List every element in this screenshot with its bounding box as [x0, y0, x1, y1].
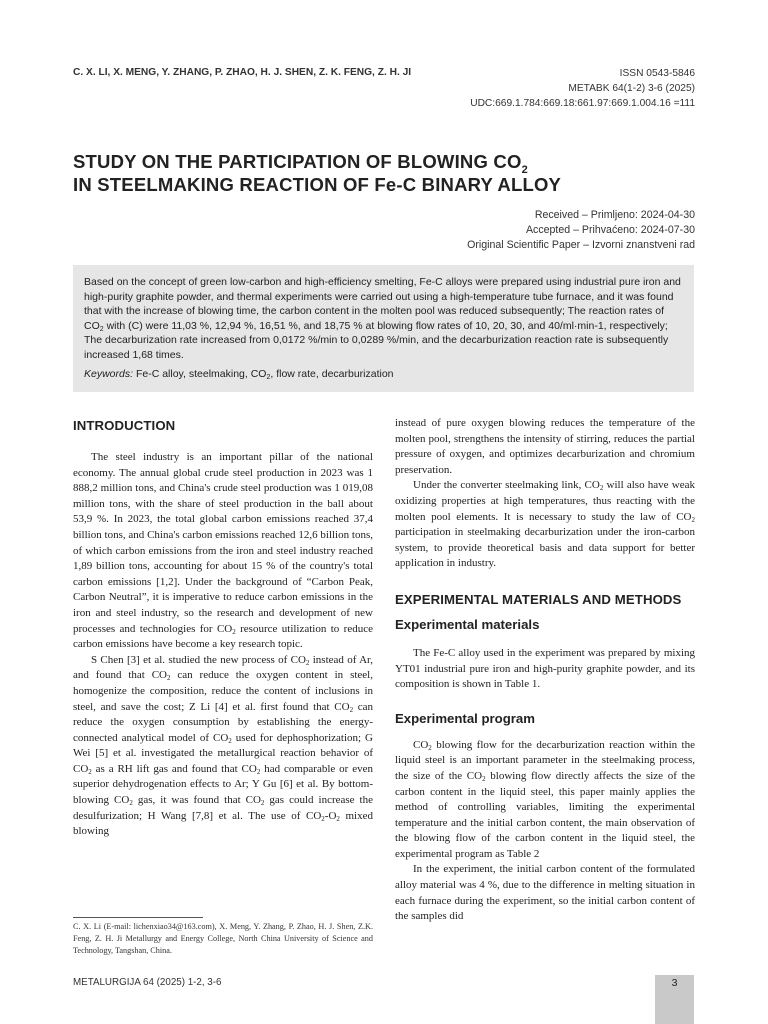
text-run: gas, it was found that CO — [132, 794, 261, 807]
text-run: can reduce the oxygen content in steel, homogenize the composition, reduce the content of inclusions in steel, and save the cost; Z Li [4] et al. first found that CO — [73, 669, 373, 713]
journal-reference: METABK 64(1-2) 3-6 (2025) — [568, 83, 695, 94]
intro-paragraph-2 — [73, 653, 373, 840]
footer-journal: METALURGIJA 64 (2025) 1-2, 3-6 — [73, 977, 222, 988]
left-column — [73, 418, 373, 840]
subscript: 2 — [482, 774, 486, 783]
issn: ISSN 0543-5846 — [619, 68, 695, 79]
text-run: used for dephosphorization; G Wei [5] et al. investigated the metallurgical reaction behavior of CO — [73, 731, 373, 775]
paper-type: Original Scientific Paper – Izvorni znanstveni rad — [467, 239, 695, 251]
udc-code: UDC:669.1.784:669.18:661.97:669.1.004.16 =111 — [470, 98, 695, 109]
abstract-part: with (C) were 11,03 %, 12,94 %, 16,51 %, and 18,75 % at blowing flow rates of 10, 20, 30, and 40/ml·min-1, respectively; The decarburization rate increased from 0,0172 %/min to 0,0289 %/min, and the decarburization reaction rate is subsequently increased 1,68 times. — [84, 319, 669, 361]
intro-paragraph-1 — [73, 450, 373, 653]
text-run: had comparable or even superior dehydrogenation effects to Ar; Y Gu [6] et al. By bottom-blowing CO — [73, 762, 373, 807]
subscript: 2 — [691, 515, 695, 524]
subscript: 2 — [349, 705, 354, 714]
subscript: 2 — [99, 325, 104, 333]
title-line-2: IN STEELMAKING REACTION OF Fe-C BINARY ALLOY — [73, 174, 562, 195]
subscript: 2 — [228, 736, 232, 745]
subscript: 2 — [266, 374, 271, 381]
section-heading-methods: EXPERIMENTAL MATERIALS AND METHODS — [395, 591, 682, 607]
abstract-part: Based on the concept of green low-carbon and high-efficiency smelting, Fe-C alloys were prepared using industrial pure iron and high-purity graphite powder, and thermal experiments were carried out using a high-temperature tube furnace, and it was found that with the increase of blowing time, the carbon content in the molten pool was reduced subsequently; The reaction rates of CO — [84, 276, 681, 332]
title-subscript: 2 — [521, 164, 528, 176]
keywords — [84, 367, 684, 382]
intro-paragraph-3: instead of pure oxygen blowing reduces the temperature of the molten pool, strengthens the intensity of stirring, reduces the partial pressure of oxygen, and optimizes decarburization and chromium preservation. — [395, 417, 695, 476]
journal-metadata — [470, 66, 695, 111]
text-run: blowing flow for the decarburization reaction within the liquid steel is an important parameter in the steelmaking process, the size of the CO — [395, 738, 695, 782]
title-line-1: STUDY ON THE PARTICIPATION OF BLOWING CO — [73, 151, 522, 172]
subsection-heading-program: Experimental program — [395, 710, 535, 726]
keywords-part: Fe-C alloy, steelmaking, CO — [133, 368, 267, 380]
text-run: The steel industry is an important pillar of the national economy. The annual global crude steel production in 2023 was 1 888,2 million tons, and China's crude steel production was 1 019,08 million tons, with the share of steel production in the ball about 53,9 %. In 2023, the total global carbon emissions reached 37,4 billion tons, and China's carbon emissions reached 12,6 billion tons, of which carbon emissions from the iron and steel industry reached 1,89 billion tons, accounting for about 15 % of the country's total carbon emissions [1,2]. Under the background of “Carbon Peak, Carbon Neutral”, it is imperative to reduce carbon emissions in the iron and steel industry, so the research and development of new processes and technologies for CO — [73, 451, 373, 635]
materials-paragraph: The Fe-C alloy used in the experiment was prepared by mixing YT01 industrial pure iron and high-purity graphite powder, and its composition is shown in Table 1. — [395, 646, 695, 691]
footnote-divider — [73, 917, 203, 918]
subscript: 2 — [321, 814, 325, 823]
keywords-label: Keywords: — [84, 368, 134, 380]
author-footnote: C. X. Li (E-mail: lichenxiao34@163.com), X. Meng, Y. Zhang, P. Zhao, H. J. Shen, Z.K. Feng, Z. H. Ji Metallurgy and Energy College, North China University of Science and Technology, Tangshan, China. — [73, 922, 373, 955]
subscript: 2 — [599, 484, 604, 493]
section-heading-introduction: INTRODUCTION — [73, 418, 176, 433]
intro-paragraph-4 — [395, 478, 695, 572]
subscript: 2 — [305, 658, 310, 667]
text-run: mixed blowing — [73, 809, 373, 838]
subscript: 2 — [260, 799, 265, 808]
text-run: S Chen [3] et al. studied the new process of CO — [91, 653, 306, 666]
subscript: 2 — [129, 799, 133, 808]
text-run: will also have weak oxidizing properties at high temperatures, thus reacting with the molten pool elements. It is necessary to study the law of CO — [395, 479, 695, 523]
author-list: C. X. LI, X. MENG, Y. ZHANG, P. ZHAO, H. J. SHEN, Z. K. FENG, Z. H. JI — [73, 67, 412, 78]
keywords-part: , flow rate, decarburization — [270, 368, 394, 380]
accepted-date: Accepted – Prihvaćeno: 2024-07-30 — [525, 224, 695, 236]
text-run: CO — [413, 738, 429, 751]
text-run: gas could increase the desulfurization; H Wang [7,8] et al. The use of CO — [73, 794, 373, 822]
text-run: instead of Ar, and found that CO — [73, 653, 373, 682]
text-run: can reduce the oxygen consumption by establishing the energy-connected analytical model of CO — [73, 700, 374, 744]
abstract-text — [84, 275, 684, 362]
subscript: 2 — [336, 814, 340, 823]
subscript: 2 — [167, 674, 171, 683]
subscript: 2 — [256, 767, 261, 776]
received-date: Received – Primljeno: 2024-04-30 — [534, 209, 695, 221]
text-run: participation in steelmaking decarburization under the iron-carbon system, to provide theoretical basis and data support for better application in industry. — [395, 526, 695, 570]
text-run: Under the converter steelmaking link, CO — [413, 479, 600, 492]
abstract-box — [73, 265, 694, 392]
subscript: 2 — [88, 767, 92, 776]
text-run: -O — [324, 809, 337, 822]
text-run: blowing flow directly affects the size of the carbon content in the liquid steel, this paper mainly applies the method of controlling variables, limiting the experimental temperature and the initial carbon content, the main observation of the blowing flow of the carbon content in the liquid steel, the experimental program as Table 2 — [395, 769, 695, 860]
subscript: 2 — [428, 743, 432, 752]
submission-dates — [467, 208, 695, 253]
program-paragraph-2: In the experiment, the initial carbon content of the formulated alloy material was 4 %, due to the difference in melting situation in each furnace during the experiment, so the initial carbon content of the samples did — [395, 863, 695, 923]
subscript: 2 — [232, 627, 236, 636]
subsection-heading-materials: Experimental materials — [395, 616, 540, 632]
page-number: 3 — [671, 977, 678, 989]
right-column — [395, 416, 695, 925]
text-run: resource utilization to reduce carbon emissions have become a key research topic. — [73, 622, 373, 651]
text-run: as a RH lift gas and found that CO — [91, 762, 257, 775]
program-paragraph-1 — [395, 738, 695, 863]
paper-title — [73, 150, 713, 196]
